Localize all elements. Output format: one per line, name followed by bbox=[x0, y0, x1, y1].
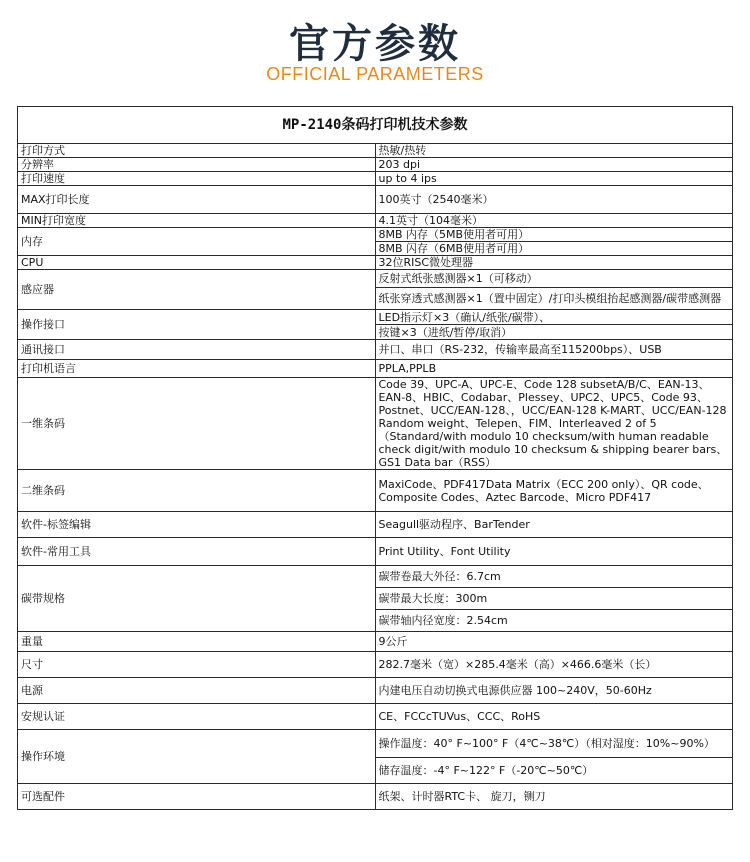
param-value-line: 8MB 闪存（6MB使用者可用） bbox=[375, 242, 733, 256]
param-label: 感应器 bbox=[18, 270, 376, 310]
table-row bbox=[18, 678, 733, 704]
table-row bbox=[18, 730, 733, 758]
param-label: 安规认证 bbox=[18, 704, 376, 730]
param-label: 内存 bbox=[18, 228, 376, 256]
table-header-row bbox=[18, 107, 733, 144]
table-row bbox=[18, 228, 733, 242]
table-row bbox=[18, 270, 733, 288]
table-row bbox=[18, 360, 733, 378]
param-label: 一维条码 bbox=[18, 378, 376, 470]
param-value: 282.7毫米（宽）×285.4毫米（高）×466.6毫米（长） bbox=[375, 652, 733, 678]
param-value: 4.1英寸（104毫米） bbox=[375, 214, 733, 228]
table-row bbox=[18, 632, 733, 652]
param-label: MIN打印宽度 bbox=[18, 214, 376, 228]
param-value: 内建电压自动切换式电源供应器 100~240V，50-60Hz bbox=[375, 678, 733, 704]
table-row bbox=[18, 704, 733, 730]
param-label: 重量 bbox=[18, 632, 376, 652]
param-label: 通讯接口 bbox=[18, 340, 376, 360]
param-value-line: 碳带卷最大外径：6.7cm bbox=[375, 566, 733, 588]
param-value: 纸架、计时器RTC卡、 旋刀，铡刀 bbox=[375, 784, 733, 810]
param-value: 热敏/热转 bbox=[375, 144, 733, 158]
param-value-line: 按键×3（进纸/暂停/取消） bbox=[375, 325, 733, 340]
param-value-line: 8MB 内存（5MB使用者可用） bbox=[375, 228, 733, 242]
param-value: 9公斤 bbox=[375, 632, 733, 652]
param-value: CE、FCCcTUVus、CCC、RoHS bbox=[375, 704, 733, 730]
param-value: 100英寸（2540毫米） bbox=[375, 186, 733, 214]
param-label: 操作环境 bbox=[18, 730, 376, 784]
table-row bbox=[18, 214, 733, 228]
param-label: 软件-常用工具 bbox=[18, 538, 376, 566]
param-value-line: 操作温度：40° F~100° F（4℃~38℃）（相对湿度：10%~90%） bbox=[375, 730, 733, 758]
table-row bbox=[18, 310, 733, 325]
param-label: CPU bbox=[18, 256, 376, 270]
param-label: 分辨率 bbox=[18, 158, 376, 172]
param-value-line: 纸张穿透式感测器×1（置中固定）/打印头模组抬起感测器/碳带感测器 bbox=[375, 288, 733, 310]
param-label: 打印速度 bbox=[18, 172, 376, 186]
param-value-line: 碳带最大长度：300m bbox=[375, 588, 733, 610]
param-label: MAX打印长度 bbox=[18, 186, 376, 214]
param-label: 打印方式 bbox=[18, 144, 376, 158]
table-row bbox=[18, 566, 733, 588]
page-title: 官方参数 bbox=[289, 21, 461, 67]
table-row bbox=[18, 144, 733, 158]
table-row bbox=[18, 172, 733, 186]
spec-table bbox=[17, 106, 733, 810]
param-label: 碳带规格 bbox=[18, 566, 376, 632]
table-row bbox=[18, 378, 733, 470]
param-value: PPLA,PPLB bbox=[375, 360, 733, 378]
page-subtitle: OFFICIAL PARAMETERS bbox=[266, 64, 484, 84]
table-row bbox=[18, 512, 733, 538]
param-value-line: 储存温度：-4° F~122° F（-20℃~50℃） bbox=[375, 758, 733, 784]
table-row bbox=[18, 470, 733, 512]
param-label: 操作接口 bbox=[18, 310, 376, 340]
param-value: Seagull驱动程序、BarTender bbox=[375, 512, 733, 538]
param-value: 203 dpi bbox=[375, 158, 733, 172]
param-value: 32位RISC微处理器 bbox=[375, 256, 733, 270]
table-row bbox=[18, 538, 733, 566]
param-value: Print Utility、Font Utility bbox=[375, 538, 733, 566]
param-label: 打印机语言 bbox=[18, 360, 376, 378]
param-value: 并口、串口（RS-232，传输率最高至115200bps）、USB bbox=[375, 340, 733, 360]
table-row bbox=[18, 340, 733, 360]
param-value-line: 碳带轴内径宽度：2.54cm bbox=[375, 610, 733, 632]
param-value: up to 4 ips bbox=[375, 172, 733, 186]
param-label: 电源 bbox=[18, 678, 376, 704]
table-row bbox=[18, 256, 733, 270]
param-label: 尺寸 bbox=[18, 652, 376, 678]
param-value-line: LED指示灯×3（确认/纸张/碳带）、 bbox=[375, 310, 733, 325]
table-row bbox=[18, 652, 733, 678]
param-value: Code 39、UPC-A、UPC-E、Code 128 subsetA/B/C、EAN-13、EAN-8、HBIC、Codabar、Plessey、UPC2、UPC5、Code 93、Postnet、UCC/EAN-128、，UCC/EAN-128 K-MART、UCC/EAN-128 Random weight、Telepen、FIM、Interleaved 2 of 5（Standard/with modulo 10 checksum/with human readable check digit/with modulo 10 checksum & shipping bearer bars、GS1 Data bar（RSS） bbox=[375, 378, 733, 470]
page-header bbox=[0, 0, 750, 100]
table-row bbox=[18, 784, 733, 810]
table-row bbox=[18, 186, 733, 214]
param-label: 可选配件 bbox=[18, 784, 376, 810]
param-value: MaxiCode、PDF417Data Matrix（ECC 200 only）、QR code、Composite Codes、Aztec Barcode、Micro PDF417 bbox=[375, 470, 733, 512]
table-title: MP-2140条码打印机技术参数 bbox=[18, 107, 733, 144]
table-row bbox=[18, 158, 733, 172]
param-value-line: 反射式纸张感测器×1（可移动） bbox=[375, 270, 733, 288]
param-label: 二维条码 bbox=[18, 470, 376, 512]
param-label: 软件-标签编辑 bbox=[18, 512, 376, 538]
